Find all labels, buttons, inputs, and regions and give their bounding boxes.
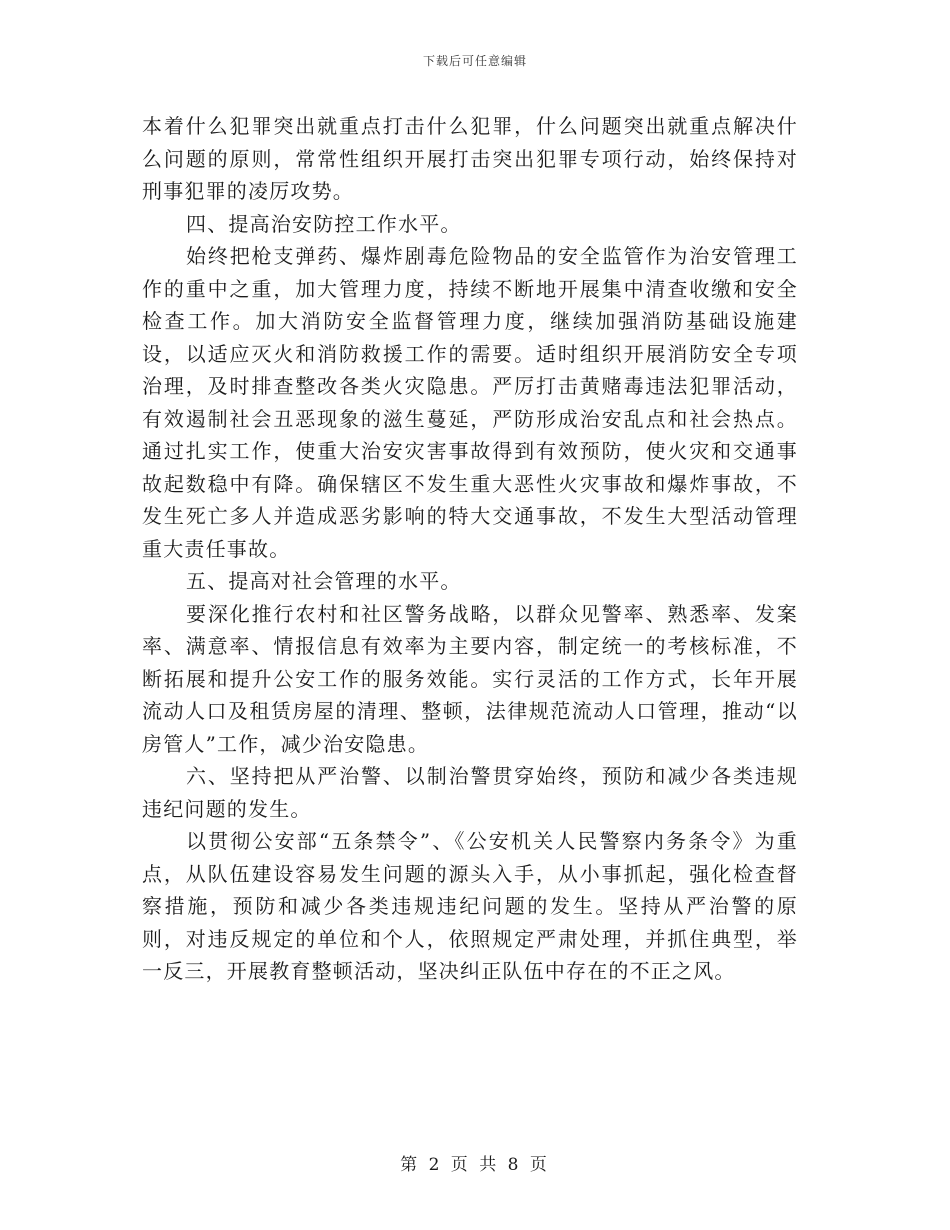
paragraph: 始终把枪支弹药、爆炸剧毒危险物品的安全监管作为治安管理工作的重中之重，加大管理力度，持续不断地开展集中清查收缴和安全检查工作。加大消防安全监督管理力度，继续加强消防基础设施建设，以适应灭火和消防救援工作的需要。适时组织开展消防安全专项治理，及时排查整改各类火灾隐患。严厉打击黄赌毒违法犯罪活动，有效遏制社会丑恶现象的滋生蔓延，严防形成治安乱点和社会热点。通过扎实工作，使重大治安灾害事故得到有效预防，使火灾和交通事故起数稳中有降。确保辖区不发生重大恶性火灾事故和爆炸事故，不发生死亡多人并造成恶劣影响的特大交通事故，不发生大型活动管理重大责任事故。	[142, 244, 798, 561]
section-heading: 四、提高治安防控工作水平。	[186, 211, 462, 236]
section-heading: 五、提高对社会管理的水平。	[186, 569, 462, 593]
paragraph: 本着什么犯罪突出就重点打击什么犯罪，什么问题突出就重点解决什么问题的原则，常常性组织开展打击突出犯罪专项行动，始终保持对刑事犯罪的凌厉攻势。	[142, 114, 798, 203]
paragraph: 以贯彻公安部“五条禁令”、《公安机关人民警察内务条令》为重点，从队伍建设容易发生问题的源头入手，从小事抓起，强化检查督察措施，预防和减少各类违规违纪问题的发生。坚持从严治警的原则，对违反规定的单位和个人，依照规定严肃处理，并抓住典型，举一反三，开展教育整顿活动，坚决纠正队伍中存在的不正之风。	[142, 829, 798, 983]
page-number: 第 2 页 共 8 页	[400, 1155, 550, 1175]
page-header: 下载后可任意编辑	[422, 54, 527, 68]
section-heading: 六、坚持把从严治警、以制治警贯穿始终，预防和减少各类违规违纪问题的发生。	[142, 764, 798, 821]
document-body	[142, 110, 798, 988]
paragraph: 要深化推行农村和社区警务战略，以群众见警率、熟悉率、发案率、满意率、情报信息有效率为主要内容，制定统一的考核标准，不断拓展和提升公安工作的服务效能。实行灵活的工作方式，长年开展流动人口及租赁房屋的清理、整顿，法律规范流动人口管理，推动“以房管人”工作，减少治安隐患。	[142, 601, 798, 756]
